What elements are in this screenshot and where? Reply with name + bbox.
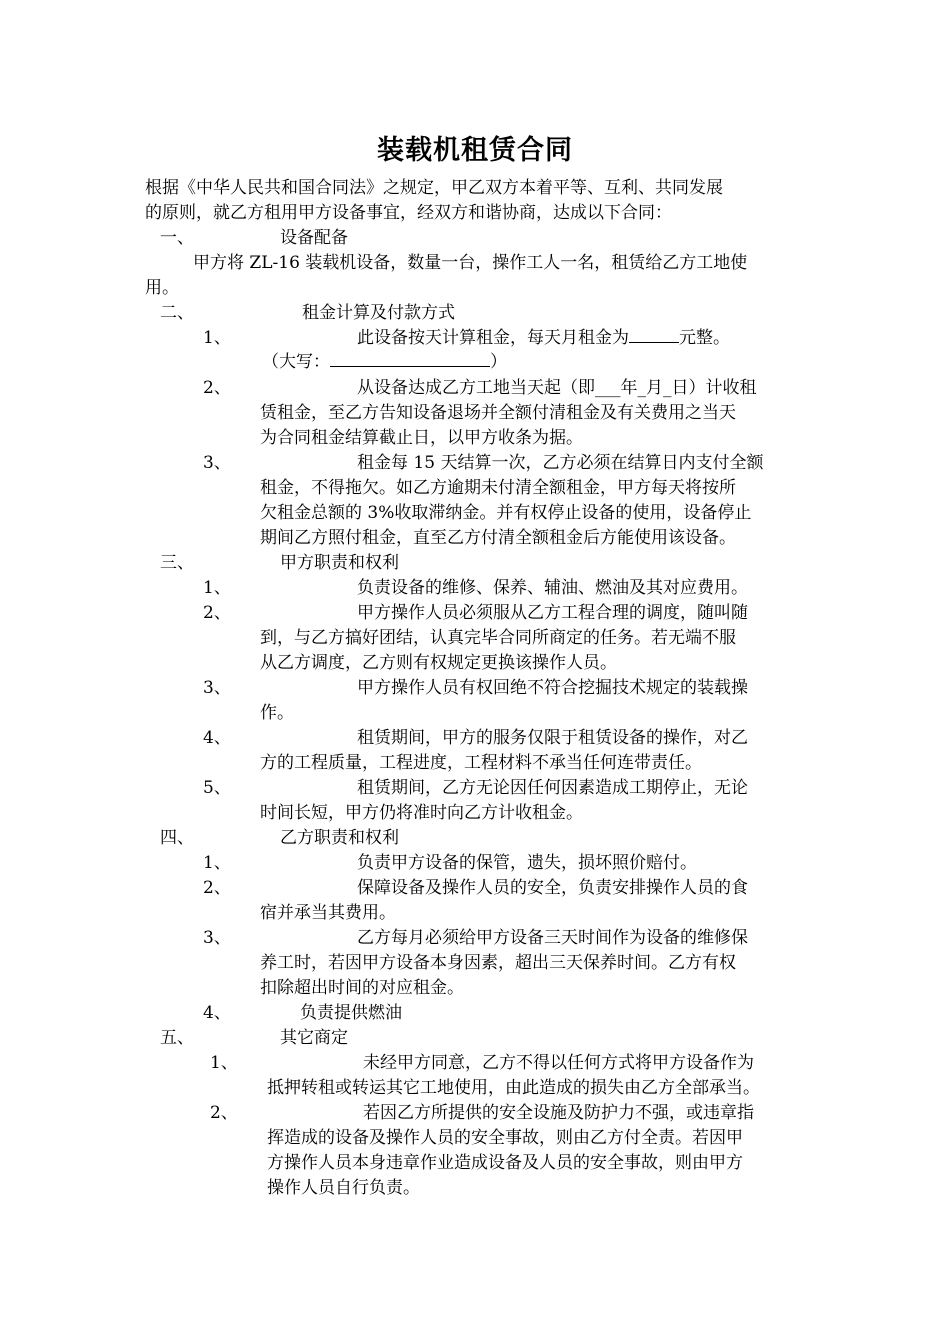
item-text: ） [490, 352, 507, 372]
item-line: 从设备达成乙方工地当天起（即___年_月_日）计收租 [357, 378, 757, 398]
item-line: 作。 [260, 703, 294, 723]
item-number: 2、 [210, 1103, 238, 1123]
item-line: 欠租金总额的 3%收取滞纳金。并有权停止设备的使用，设备停止 [260, 503, 752, 523]
item-text: （大写： [262, 352, 330, 372]
item-line: 保障设备及操作人员的安全，负责安排操作人员的食 [357, 878, 748, 898]
item-number: 2、 [203, 878, 231, 898]
item-line [262, 350, 507, 374]
document-title: 装载机租赁合同 [377, 135, 573, 166]
item-line: 租金，不得拖欠。如乙方逾期未付清全额租金，甲方每天将按所 [260, 478, 736, 498]
section-number: 四、 [160, 828, 194, 848]
item-line: 赁租金，至乙方告知设备退场并全额付清租金及有关费用之当天 [260, 403, 736, 423]
section-number: 一、 [160, 228, 194, 248]
section-number: 二、 [160, 303, 194, 323]
item-line: 方操作人员本身违章作业造成设备及人员的安全事故，则由甲方 [267, 1153, 743, 1173]
item-line: 负责甲方设备的保管，遗失，损坏照价赔付。 [357, 853, 697, 873]
item-line: 养工时，若因甲方设备本身因素，超出三天保养时间。乙方有权 [260, 953, 736, 973]
item-line: 宿并承当其费用。 [260, 903, 396, 923]
intro-line: 的原则，就乙方租用甲方设备事宜，经双方和谐协商，达成以下合同： [145, 203, 672, 223]
item-line: 负责设备的维修、保养、辅油、燃油及其对应费用。 [357, 578, 748, 598]
blank-line [330, 350, 490, 367]
item-text: 此设备按天计算租金，每天月租金为 [357, 328, 629, 348]
item-number: 4、 [203, 1003, 231, 1023]
item-line: 租赁期间，乙方无论因任何因素造成工期停止，无论 [357, 778, 748, 798]
section-heading: 租金计算及付款方式 [302, 303, 455, 323]
item-line: 期间乙方照付租金，直至乙方付清全额租金后方能使用该设备。 [260, 528, 736, 548]
item-line: 未经甲方同意，乙方不得以任何方式将甲方设备作为 [363, 1053, 754, 1073]
item-line: 负责提供燃油 [300, 1003, 402, 1023]
item-number: 1、 [203, 578, 231, 598]
item-number: 4、 [203, 728, 231, 748]
item-line: 操作人员自行负责。 [267, 1178, 420, 1198]
intro-line: 根据《中华人民共和国合同法》之规定，甲乙双方本着平等、互利、共同发展 [145, 178, 723, 198]
item-line [357, 326, 730, 350]
item-line: 租金每 15 天结算一次，乙方必须在结算日内支付全额 [357, 453, 764, 473]
item-line: 方的工程质量，工程进度，工程材料不承当任何连带责任。 [260, 753, 702, 773]
item-number: 2、 [203, 378, 231, 398]
item-line: 甲方操作人员有权回绝不符合挖掘技术规定的装载操 [357, 678, 748, 698]
item-line: 挥造成的设备及操作人员的安全事故，则由乙方付全责。若因甲 [267, 1128, 743, 1148]
section-heading: 设备配备 [280, 228, 348, 248]
item-number: 3、 [203, 928, 231, 948]
item-line: 时间长短，甲方仍将准时向乙方计收租金。 [260, 803, 583, 823]
blank-line [629, 326, 679, 343]
item-number: 1、 [203, 328, 231, 348]
paragraph-line: 用。 [145, 278, 179, 298]
section-number: 三、 [160, 553, 194, 573]
paragraph-line: 甲方将 ZL-16 装载机设备，数量一台，操作工人一名，租赁给乙方工地使 [193, 253, 748, 273]
item-number: 1、 [210, 1053, 238, 1073]
item-text: 元整。 [679, 328, 730, 348]
item-number: 2、 [203, 603, 231, 623]
section-heading: 甲方职责和权利 [280, 553, 399, 573]
item-line: 到，与乙方搞好团结，认真完毕合同所商定的任务。若无端不服 [260, 628, 736, 648]
item-line: 租赁期间，甲方的服务仅限于租赁设备的操作，对乙 [357, 728, 748, 748]
item-number: 5、 [203, 778, 231, 798]
section-heading: 乙方职责和权利 [280, 828, 399, 848]
item-line: 扣除超出时间的对应租金。 [260, 978, 464, 998]
item-line: 若因乙方所提供的安全设施及防护力不强，或违章指 [363, 1103, 754, 1123]
item-number: 1、 [203, 853, 231, 873]
item-number: 3、 [203, 678, 231, 698]
item-line: 为合同租金结算截止日，以甲方收条为据。 [260, 428, 583, 448]
item-line: 甲方操作人员必须服从乙方工程合理的调度，随叫随 [357, 603, 748, 623]
section-number: 五、 [160, 1028, 194, 1048]
item-line: 乙方每月必须给甲方设备三天时间作为设备的维修保 [357, 928, 748, 948]
item-line: 从乙方调度，乙方则有权规定更换该操作人员。 [260, 653, 617, 673]
item-number: 3、 [203, 453, 231, 473]
section-heading: 其它商定 [280, 1028, 348, 1048]
item-line: 抵押转租或转运其它工地使用，由此造成的损失由乙方全部承当。 [267, 1078, 760, 1098]
